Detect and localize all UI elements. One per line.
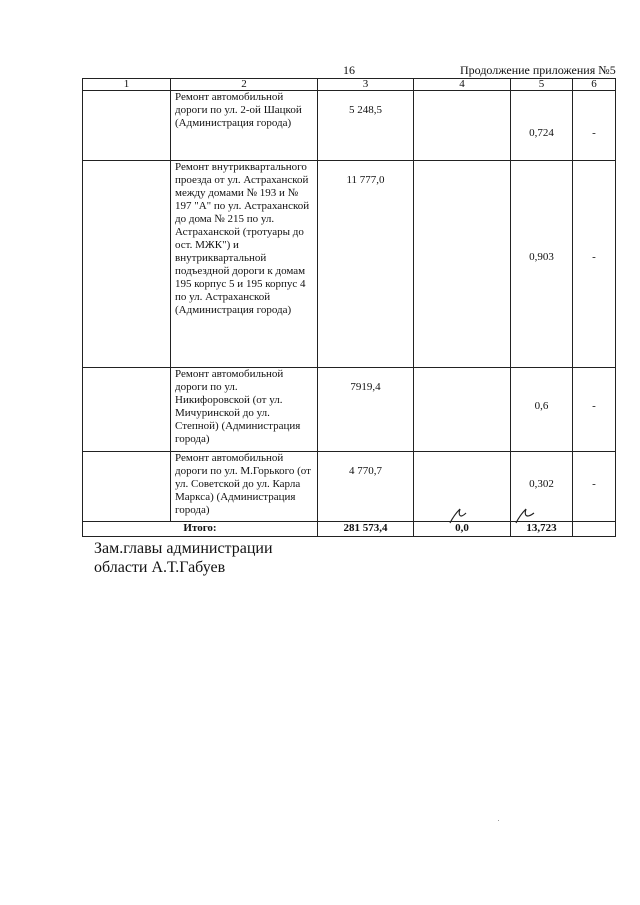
total-row bbox=[83, 522, 616, 537]
total-col6 bbox=[573, 522, 616, 537]
column-number: 1 bbox=[83, 79, 171, 91]
blank-cell bbox=[83, 161, 171, 368]
col6-cell: - bbox=[573, 368, 616, 452]
work-description: Ремонт автомобильной дороги по ул. М.Горького (от ул. Советской до ул. Карла Маркса) (Администрация города) bbox=[171, 452, 318, 522]
column-number: 5 bbox=[511, 79, 573, 91]
blank-cell bbox=[83, 452, 171, 522]
signature-block bbox=[94, 540, 273, 577]
length-cell: 0,903 bbox=[511, 161, 573, 368]
scan-speck bbox=[498, 820, 499, 821]
col4-cell bbox=[414, 452, 511, 522]
col6-cell: - bbox=[573, 91, 616, 161]
column-number: 4 bbox=[414, 79, 511, 91]
length-cell: 0,302 bbox=[511, 452, 573, 522]
amount-cell: 4 770,7 bbox=[318, 452, 414, 522]
col6-cell: - bbox=[573, 161, 616, 368]
amount-cell: 11 777,0 bbox=[318, 161, 414, 368]
table-row bbox=[83, 452, 616, 522]
col6-cell: - bbox=[573, 452, 616, 522]
column-number: 2 bbox=[171, 79, 318, 91]
total-amount: 281 573,4 bbox=[318, 522, 414, 537]
work-description: Ремонт внутриквартального проезда от ул. Астраханской между домами № 193 и № 197 "А" по ул. Астраханской до дома № 215 по ул. Астраханской (тротуары до ост. МЖК") и внутриквартальной подъездной дороги к домам 195 корпус 5 и 195 корпус 4 по ул. Астраханской (Администрация города) bbox=[171, 161, 318, 368]
column-number-row bbox=[83, 79, 616, 91]
col4-cell bbox=[414, 368, 511, 452]
total-label: Итого: bbox=[83, 522, 318, 537]
table-row bbox=[83, 161, 616, 368]
column-number: 6 bbox=[573, 79, 616, 91]
col4-cell bbox=[414, 161, 511, 368]
col4-cell bbox=[414, 91, 511, 161]
total-length: 13,723 bbox=[511, 522, 573, 537]
amount-cell: 7919,4 bbox=[318, 368, 414, 452]
blank-cell bbox=[83, 91, 171, 161]
work-description: Ремонт автомобильной дороги по ул. Никифоровской (от ул. Мичуринской до ул. Степной) (Администрация города) bbox=[171, 368, 318, 452]
length-cell: 0,6 bbox=[511, 368, 573, 452]
work-description: Ремонт автомобильной дороги по ул. 2-ой Шацкой (Администрация города) bbox=[171, 91, 318, 161]
blank-cell bbox=[83, 368, 171, 452]
total-col4: 0,0 bbox=[414, 522, 511, 537]
signer-position: Зам.главы администрации bbox=[94, 540, 273, 557]
appendix-table bbox=[82, 78, 616, 537]
column-number: 3 bbox=[318, 79, 414, 91]
length-cell: 0,724 bbox=[511, 91, 573, 161]
signer-name: области А.Т.Габуев bbox=[94, 559, 226, 576]
table-row bbox=[83, 368, 616, 452]
page-number: 16 bbox=[343, 63, 355, 77]
continuation-label: Продолжение приложения №5 bbox=[460, 63, 616, 77]
table-row bbox=[83, 91, 616, 161]
amount-cell: 5 248,5 bbox=[318, 91, 414, 161]
